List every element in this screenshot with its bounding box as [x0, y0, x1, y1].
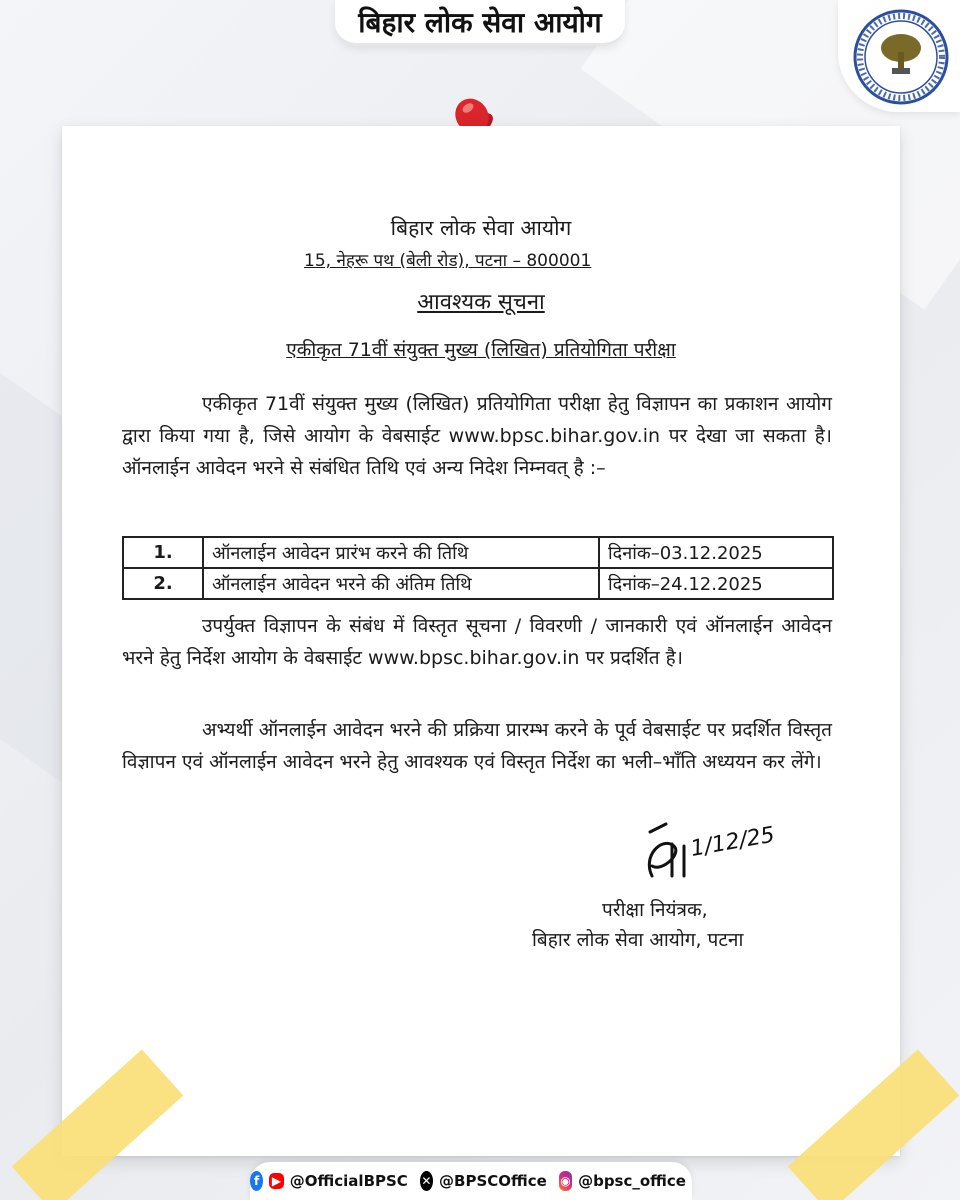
dates-table — [122, 536, 834, 600]
row-number: 1. — [123, 537, 203, 568]
signatory-org: बिहार लोक सेवा आयोग, पटना — [532, 929, 744, 951]
row-label: ऑनलाईन आवेदन प्रारंभ करने की तिथि — [203, 537, 599, 568]
bpsc-logo — [838, 0, 960, 112]
x-handle[interactable]: @BPSCOffice — [439, 1172, 547, 1190]
social-footer — [250, 1162, 692, 1200]
banner-title: बिहार लोक सेवा आयोग — [358, 5, 602, 39]
paragraph-instructions: अभ्यर्थी ऑनलाईन आवेदन भरने की प्रक्रिया प्रारम्भ करने के पूर्व वेबसाईट पर प्रदर्शित विस्तृत विज्ञापन एवं ऑनलाईन आवेदन भरने हेतु आवश्यक एवं विस्तृत निर्देश का भली–भाँति अध्ययन कर लेंगे। — [122, 719, 832, 773]
x-icon[interactable]: ✕ — [420, 1171, 433, 1191]
facebook-icon[interactable]: f — [250, 1171, 263, 1191]
instagram-icon[interactable]: ◉ — [559, 1171, 572, 1191]
table-row — [123, 568, 833, 599]
notice-heading: आवश्यक सूचना — [417, 290, 545, 315]
table-row — [123, 537, 833, 568]
instagram-handle[interactable]: @bpsc_office — [578, 1172, 686, 1190]
signature — [622, 816, 782, 896]
notice-subject: एकीकृत 71वीं संयुक्त मुख्य (लिखित) प्रतियोगिता परीक्षा — [286, 339, 676, 361]
paragraph-details: उपर्युक्त विज्ञापन के संबंध में विस्तृत सूचना / विवरणी / जानकारी एवं ऑनलाईन आवेदन भरने हेतु निर्देश आयोग के वेबसाईट www.bpsc.bihar.gov.in पर प्रदर्शित है। — [122, 615, 832, 669]
bpsc-emblem-icon — [852, 8, 950, 106]
top-banner — [335, 0, 625, 46]
facebook-youtube-handle[interactable]: @OfficialBPSC — [289, 1172, 408, 1190]
signature-date: 1/12/25 — [688, 822, 777, 862]
notice-paper — [62, 126, 900, 1156]
org-address: 15, नेहरू पथ (बेली रोड), पटना – 800001 — [304, 251, 592, 271]
youtube-icon[interactable]: ▶ — [269, 1173, 284, 1189]
org-name: बिहार लोक सेवा आयोग — [390, 216, 572, 240]
row-label: ऑनलाईन आवेदन भरने की अंतिम तिथि — [203, 568, 599, 599]
row-date: दिनांक–24.12.2025 — [599, 568, 833, 599]
signatory-role: परीक्षा नियंत्रक, — [602, 899, 708, 921]
row-number: 2. — [123, 568, 203, 599]
paragraph-intro: एकीकृत 71वीं संयुक्त मुख्य (लिखित) प्रतियोगिता परीक्षा हेतु विज्ञापन का प्रकाशन आयोग द्वारा किया गया है, जिसे आयोग के वेबसाईट www.bpsc.bihar.gov.in पर देखा जा सकता है। ऑनलाईन आवेदन भरने से संबंधित तिथि एवं अन्य निदेश निम्नवत् है :– — [122, 393, 832, 479]
row-date: दिनांक–03.12.2025 — [599, 537, 833, 568]
